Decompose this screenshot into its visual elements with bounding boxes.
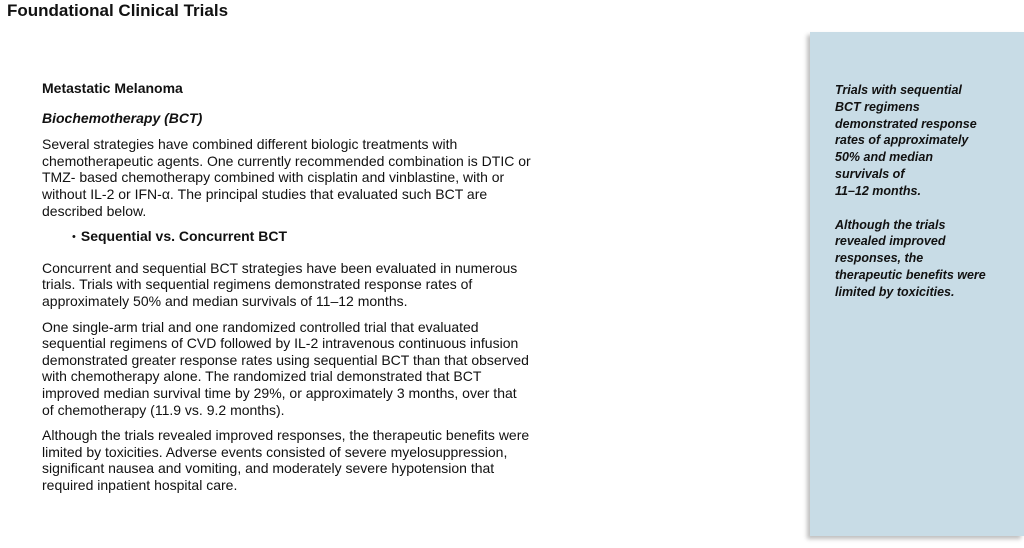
subsection-heading: Biochemotherapy (BCT): [42, 109, 203, 126]
callout-toxicities: [835, 217, 1010, 301]
callout-line: Although the trials: [835, 217, 946, 232]
main-content: [42, 80, 532, 502]
page-title: Foundational Clinical Trials: [7, 1, 229, 20]
callout-line: responses, the: [835, 251, 924, 266]
intro-paragraph: Several strategies have combined different biologic treatments with chemotherapeutic agents. One currently recommended combination is DTIC or TMZ- based chemotherapy combined with cisplatin and vinblastine, with or without IL-2 or IFN-α. The principal studies that evaluated such BCT are described below.: [42, 136, 531, 219]
paragraph-trials: Concurrent and sequential BCT strategies have been evaluated in numerous trials. Trials with sequential regimens demonstrated response rates of approximately 50% and median survivals of 11–12 months.: [42, 259, 518, 309]
paragraph-randomized-trial: One single-arm trial and one randomized controlled trial that evaluated sequential regimens of CVD followed by IL-2 intravenous continuous infusion demonstrated greater response rates using sequential BCT than that observed with chemotherapy alone. The randomized trial demonstrated that BCT improved median survival time by 29%, or approximately 3 months, over that of chemotherapy (11.9 vs. 9.2 months).: [42, 318, 529, 418]
callout-line: Trials with sequential: [835, 83, 962, 97]
sidebar-text: [835, 82, 1010, 318]
callout-response-rates: [835, 82, 1010, 200]
sidebar-callout-box: [810, 32, 1024, 536]
callout-line: limited by toxicities.: [835, 284, 955, 299]
section-heading: Metastatic Melanoma: [42, 80, 183, 96]
callout-line: 50% and median: [835, 150, 933, 165]
bullet-icon: •: [72, 231, 76, 244]
callout-line: demonstrated response: [835, 116, 977, 131]
bullet-item: [42, 228, 532, 247]
callout-line: rates of approximately: [835, 133, 969, 148]
callout-line: BCT regimens: [835, 99, 920, 114]
callout-line: survivals of: [835, 166, 905, 181]
callout-line: 11–12 months.: [835, 183, 921, 198]
callout-line: revealed improved: [835, 234, 946, 249]
paragraph-toxicities: Although the trials revealed improved responses, the therapeutic benefits were limited by toxicities. Adverse events consisted of severe myelosuppression, significant nausea and vomiting, and moderately severe hypotension that required inpatient hospital care.: [42, 427, 530, 493]
callout-line: therapeutic benefits were: [835, 267, 986, 282]
bullet-heading: Sequential vs. Concurrent BCT: [80, 228, 288, 245]
